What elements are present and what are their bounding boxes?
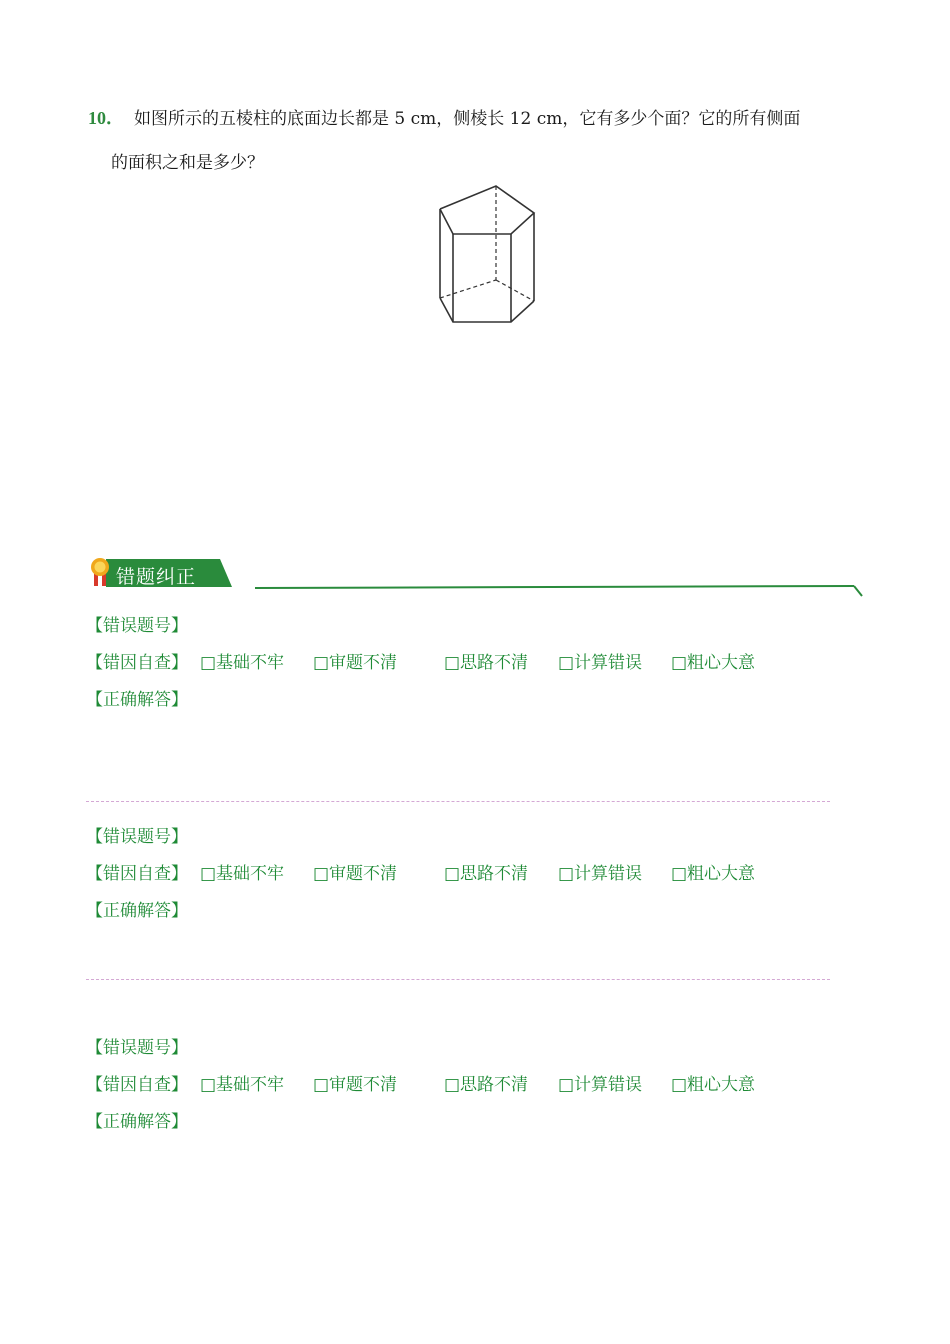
option-carelessness-checkbox[interactable]: □粗心大意 [671,864,756,884]
wrong-number-label: 【错误题号】 [86,827,188,847]
wrong-number-label: 【错误题号】 [86,1038,188,1058]
section-banner [88,556,868,602]
option-basics-checkbox[interactable]: □基础不牢 [200,864,285,884]
reason-row [86,859,806,883]
reason-label: 【错因自查】 [86,864,188,884]
question-number: 10． [88,108,124,128]
option-reading-checkbox[interactable]: □审题不清 [313,864,398,884]
answer-label: 【正确解答】 [86,690,188,710]
option-reading-checkbox[interactable]: □审题不清 [313,653,398,673]
answer-label: 【正确解答】 [86,1112,188,1132]
reason-row [86,1070,806,1094]
reason-row [86,648,806,672]
question-text-1: 如图所示的五棱柱的底面边长都是 5 cm，侧棱长 12 cm，它有多少个面？它的所有侧面 [134,109,801,129]
block-separator [86,979,830,980]
option-reading-checkbox[interactable]: □审题不清 [313,1075,398,1095]
banner-title: 错题纠正 [116,566,197,588]
option-calculation-checkbox[interactable]: □计算错误 [558,653,643,673]
wrong-number-label: 【错误题号】 [86,616,188,636]
option-thinking-checkbox[interactable]: □思路不清 [444,1075,529,1095]
option-calculation-checkbox[interactable]: □计算错误 [558,1075,643,1095]
option-thinking-checkbox[interactable]: □思路不清 [444,653,529,673]
option-calculation-checkbox[interactable]: □计算错误 [558,864,643,884]
option-thinking-checkbox[interactable]: □思路不清 [444,864,529,884]
pentagonal-prism-figure [436,182,540,326]
answer-label: 【正确解答】 [86,901,188,921]
option-basics-checkbox[interactable]: □基础不牢 [200,653,285,673]
block-separator [86,801,830,802]
question-line-1 [88,104,800,130]
option-basics-checkbox[interactable]: □基础不牢 [200,1075,285,1095]
reason-label: 【错因自查】 [86,653,188,673]
option-carelessness-checkbox[interactable]: □粗心大意 [671,653,756,673]
banner-rule [255,586,854,588]
question-line-2: 的面积之和是多少？ [111,153,264,173]
reason-label: 【错因自查】 [86,1075,188,1095]
option-carelessness-checkbox[interactable]: □粗心大意 [671,1075,756,1095]
